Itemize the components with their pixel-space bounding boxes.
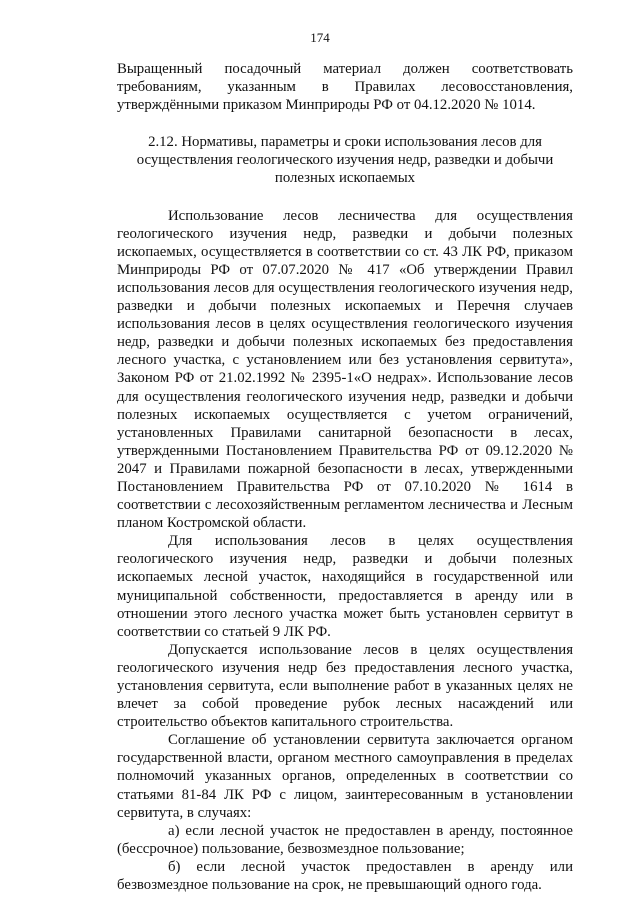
body-paragraph: Допускается использование лесов в целях осуществления геологического изучения недр без предоставления лесного участка, установления сервитута, если выполнение работ в указанных целях не влечет за собой проведение рубок лесных насаждений или строительство объектов капитального строительства. <box>117 641 573 731</box>
body-paragraph: Использование лесов лесничества для осуществления геологического изучения недр, разведки и добычи полезных ископаемых, осуществляется в соответствии со ст. 43 ЛК РФ, приказом Минприроды РФ от 07.07.2020 № 417 «Об утверждении Правил использования лесов для осуществления геологического изучения недр, разведки и добычи полезных ископаемых и Перечня случаев использования лесов в целях осуществления геологического изучения недр, разведки и добычи полезных ископаемых без предоставления лесного участка, с установлением или без установления сервитута», Законом РФ от 21.02.1992 № 2395-1«О недрах». Использование лесов для осуществления геологического изучения недр, разведки и добычи полезных ископаемых осуществляется с учетом ограничений, установленных Правилами санитарной безопасности в лесах, утвержденными Постановлением Правительства РФ от 09.12.2020 № 2047 и Правилами пожарной безопасности в лесах, утвержденными Постановлением Правительства РФ от 07.10.2020 № 1614 в соответствии с лесохозяйственным регламентом лесничества и Лесным планом Костромской области. <box>117 207 573 532</box>
list-item-a: а) если лесной участок не предоставлен в аренду, постоянное (бессрочное) пользование, безвозмездное пользование; <box>117 822 573 857</box>
body-paragraph: Для использования лесов в целях осуществления геологического изучения недр, разведки и добычи полезных ископаемых лесной участок, находящийся в государственной или муниципальной собственности, предоставляется в аренду или в отношении этого лесного участка может быть установлен сервитут в соответствии со статьей 9 ЛК РФ. <box>117 533 573 640</box>
body-paragraph: Соглашение об установлении сервитута заключается органом государственной власти, органом местного самоуправления в пределах полномочий указанных органов, определенных в соответствии со статьями 81-84 ЛК РФ с лицом, заинтересованным в установлении сервитута, в случаях: <box>117 732 573 821</box>
page-number: 174 <box>310 30 330 45</box>
page-content <box>117 60 573 894</box>
intro-paragraph: Выращенный посадочный материал должен соответствовать требованиям, указанным в Правилах лесовосстановления, утверждёнными приказом Минприроды РФ от 04.12.2020 № 1014. <box>117 61 573 114</box>
section-heading: 2.12. Нормативы, параметры и сроки использования лесов для осуществления геологического изучения недр, разведки и добычи полезных ископаемых <box>136 134 554 187</box>
list-item-b: б) если лесной участок предоставлен в аренду или безвозмездное пользование на срок, не превышающий одного года. <box>117 858 573 894</box>
